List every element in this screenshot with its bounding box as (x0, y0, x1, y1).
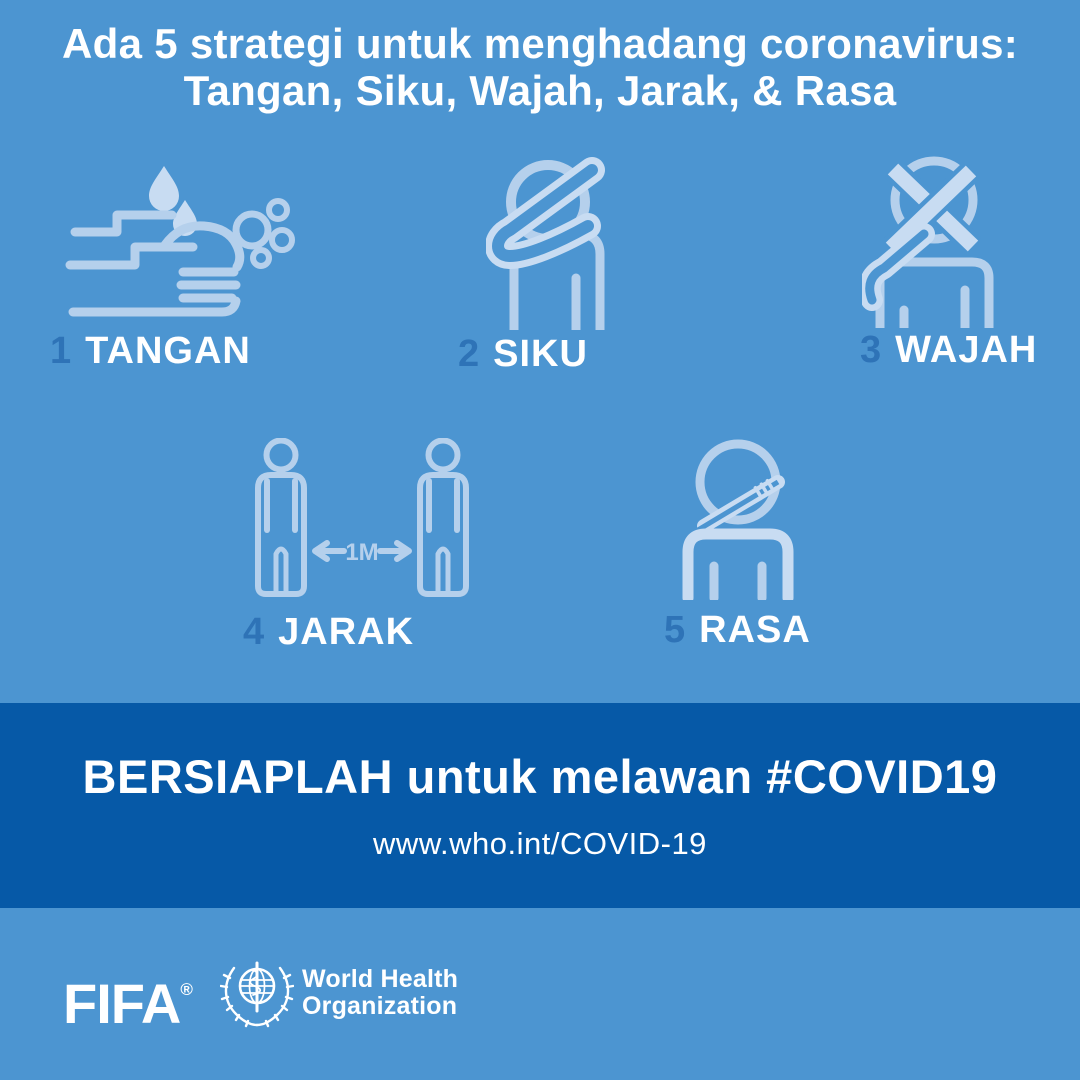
who-emblem-icon (220, 956, 294, 1034)
check-temperature-icon (674, 436, 800, 600)
handwashing-icon (62, 160, 297, 320)
banner-headline: BERSIAPLAH untuk melawan #COVID19 (82, 750, 998, 803)
strategy-number: 3 (860, 329, 883, 371)
strategy-number: 2 (458, 333, 481, 375)
torso-right-line (582, 234, 600, 330)
fifa-wordmark: FIFA (63, 972, 181, 1035)
bubble-icon (269, 201, 287, 219)
upper-hand-line (75, 215, 172, 232)
person-figure (420, 441, 466, 595)
water-drop-icon (149, 166, 179, 211)
strategy-word: WAJAH (895, 329, 1038, 371)
who-name-line-1: World Health (302, 965, 459, 993)
keep-distance-icon (252, 438, 472, 600)
strategy-label-rasa (664, 609, 811, 652)
title-line-1: Ada 5 strategi untuk menghadang coronavirus: (61, 20, 1019, 67)
shoulders-outline (688, 534, 788, 598)
bubble-icon (236, 214, 268, 246)
who-logo-text (302, 966, 458, 1020)
strategy-number: 1 (50, 330, 73, 372)
strategy-label-tangan (50, 330, 251, 373)
banner (0, 703, 1080, 908)
strategy-number: 5 (664, 609, 687, 651)
strategy-word: RASA (699, 609, 811, 651)
strategy-word: SIKU (493, 333, 588, 375)
bubble-icon (272, 230, 292, 250)
cough-into-elbow-icon (486, 150, 620, 330)
fifa-logo (63, 962, 193, 1035)
bubble-icon (253, 250, 269, 266)
lower-hand-line (70, 247, 193, 265)
who-url: www.who.int/COVID-19 (373, 826, 707, 861)
person-figure (258, 441, 304, 595)
strategy-word: JARAK (278, 611, 415, 653)
registered-mark: ® (180, 980, 193, 999)
title-line-2: Tangan, Siku, Wajah, Jarak, & Rasa (183, 67, 897, 114)
strategy-word: TANGAN (85, 330, 251, 372)
strategy-label-jarak (243, 611, 414, 654)
distance-label: 1M (345, 539, 379, 566)
dont-touch-face-icon (862, 150, 1002, 328)
strategy-label-siku (458, 333, 588, 376)
strategy-label-wajah (860, 329, 1037, 372)
forearm-line (73, 301, 236, 312)
who-name-line-2: Organization (302, 992, 458, 1020)
strategy-number: 4 (243, 611, 266, 653)
poster-title (0, 20, 1080, 114)
